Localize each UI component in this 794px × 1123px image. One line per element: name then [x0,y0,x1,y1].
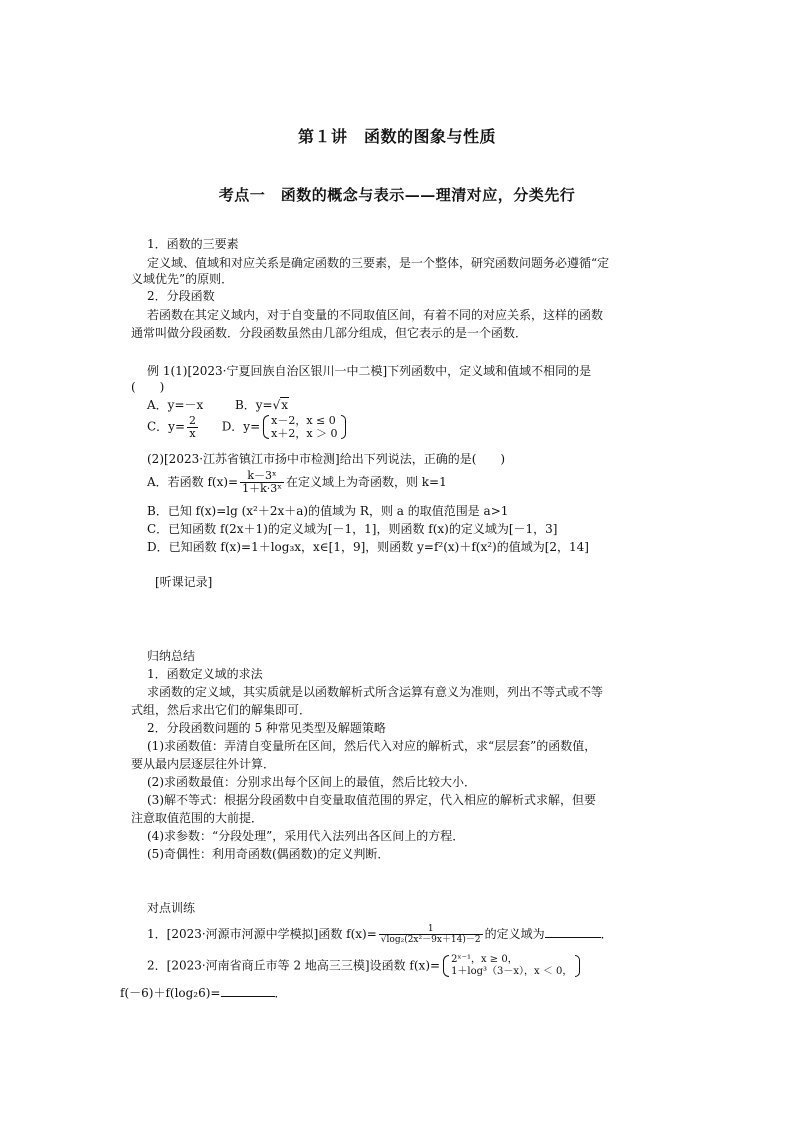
intro-heading-1: 1．函数的三要素 [147,237,239,251]
section-title: 考点一 函数的概念与表示——理清对应，分类先行 [218,186,576,204]
practice-question-2-line-2 [120,985,287,1001]
option-d-text: D．y= [221,419,261,434]
practice-question-2 [147,954,572,978]
intro-text-1a: 定义域、值域和对应关系是确定函数的三要素，是一个整体，研究函数问题务必遵循“定 [147,256,610,270]
example-1-option-a [147,397,289,413]
q1-answer-blank[interactable] [545,926,601,938]
option-d-case-1: x－2，x ≤ 0 [271,414,336,427]
example-1-option-cd [147,414,338,440]
example-1-part-2: (2)[2023·江苏省镇江市扬中市检测]给出下列说法，正确的是( ) [147,452,506,466]
statement-d: D．已知函数 f(x)=1＋log₃x，x∈[1，9]，则函数 y=f²(x)＋f(x²)的值域为[2，14] [147,540,589,554]
summary-line-2: 求函数的定义域，其实质就是以函数解析式所含运算有意义为准则，列出不等式或不等 [147,685,604,699]
summary-line-4: 2．分段函数问题的 5 种常见类型及解题策略 [147,721,386,735]
option-c-fraction [187,415,198,440]
q2-case-2: 1＋log³（3－x），x ＜ 0， [451,966,573,977]
summary-line-3: 式组，然后求出它们的解集即可． [131,703,312,717]
statement-a-prefix: A．若函数 f(x)= [147,475,239,489]
summary-line-6: 要从最内层逐层往外计算． [131,757,276,771]
q1-fraction [379,924,483,945]
summary-line-11: (5)奇偶性：利用奇函数(偶函数)的定义判断． [147,847,390,861]
example-1-stem: 例 1(1)[2023·宁夏回族自治区银川一中二模]下列函数中，定义域和值域不相同的是 [147,364,592,378]
statement-a-suffix: 在定义域上为奇函数，则 k=1 [285,475,447,489]
option-c-numerator: 2 [189,413,197,427]
option-c-text: C．y= [147,419,186,434]
practice-question-1 [147,924,613,945]
q1-denominator: √log₂(2x²－9x＋14)－2 [380,935,481,945]
practice-heading: 对点训练 [147,901,196,915]
example-1-paren: ( ) [131,380,165,394]
statement-a-numerator: k－3ˣ [240,470,284,483]
summary-line-7: (2)求函数最值：分别求出每个区间上的最值，然后比较大小． [147,775,477,789]
option-b-radicand: x [281,398,289,412]
summary-line-1: 1．函数定义域的求法 [147,667,263,681]
intro-heading-2: 2．分段函数 [147,289,215,303]
intro-text-2a: 若函数在其定义域内，对于自变量的不同取值区间，有着不同的对应关系，这样的函数 [147,308,604,322]
q1-end: ． [600,927,613,941]
statement-b: B．已知 f(x)=lg (x²＋2x＋a)的值域为 R，则 a 的取值范围是 a>1 [147,504,509,518]
statement-c: C．已知函数 f(2x＋1)的定义域为[－1，1]，则函数 f(x)的定义域为[－1，3] [147,522,558,536]
q1-suffix: 的定义域为 [484,927,545,941]
q2-case-1: 2ˣ⁻¹，x ≥ 0， [451,954,518,965]
option-a-text: A．y=－x [147,398,204,412]
intro-text-2b: 通常叫做分段函数．分段函数虽然由几部分组成，但它表示的是一个函数． [131,326,528,340]
q2-answer-blank[interactable] [221,985,275,997]
q2-prefix: 2．[2023·河南省商丘市等 2 地高三三模]设函数 f(x)= [147,958,441,973]
statement-a-fraction [240,470,284,495]
sqrt-symbol: √ [272,398,281,412]
summary-line-9: 注意取值范围的大前提． [131,811,264,825]
option-c-denominator: x [189,426,196,440]
option-d-piecewise [263,414,337,440]
q2-piecewise [443,954,572,978]
intro-text-1b: 义域优先”的原则． [131,272,234,286]
q2-expression: f(－6)＋f(log₂6)= [120,986,221,1000]
q2-end: ． [274,986,287,1000]
summary-line-8: (3)解不等式：根据分段函数中自变量取值范围的界定，代入相应的解析式求解，但要 [147,793,597,807]
q1-prefix: 1．[2023·河源市河源中学模拟]函数 f(x)= [147,927,377,941]
option-b-text: B．y= [234,398,273,412]
option-d-case-2: x＋2，x ＞ 0 [271,427,338,440]
lecture-record-label: [听课记录] [155,575,213,589]
summary-line-10: (4)求参数：“分段处理”，采用代入法列出各区间上的方程． [147,829,465,843]
summary-line-5: (1)求函数值：弄清自变量所在区间，然后代入对应的解析式，求“层层套”的函数值， [147,739,597,753]
statement-a [147,470,447,495]
page-title: 第１讲 函数的图象与性质 [297,127,496,146]
q1-numerator: 1 [379,924,483,935]
summary-heading: 归纳总结 [147,649,196,663]
statement-a-denominator: 1＋k·3ˣ [242,482,282,495]
